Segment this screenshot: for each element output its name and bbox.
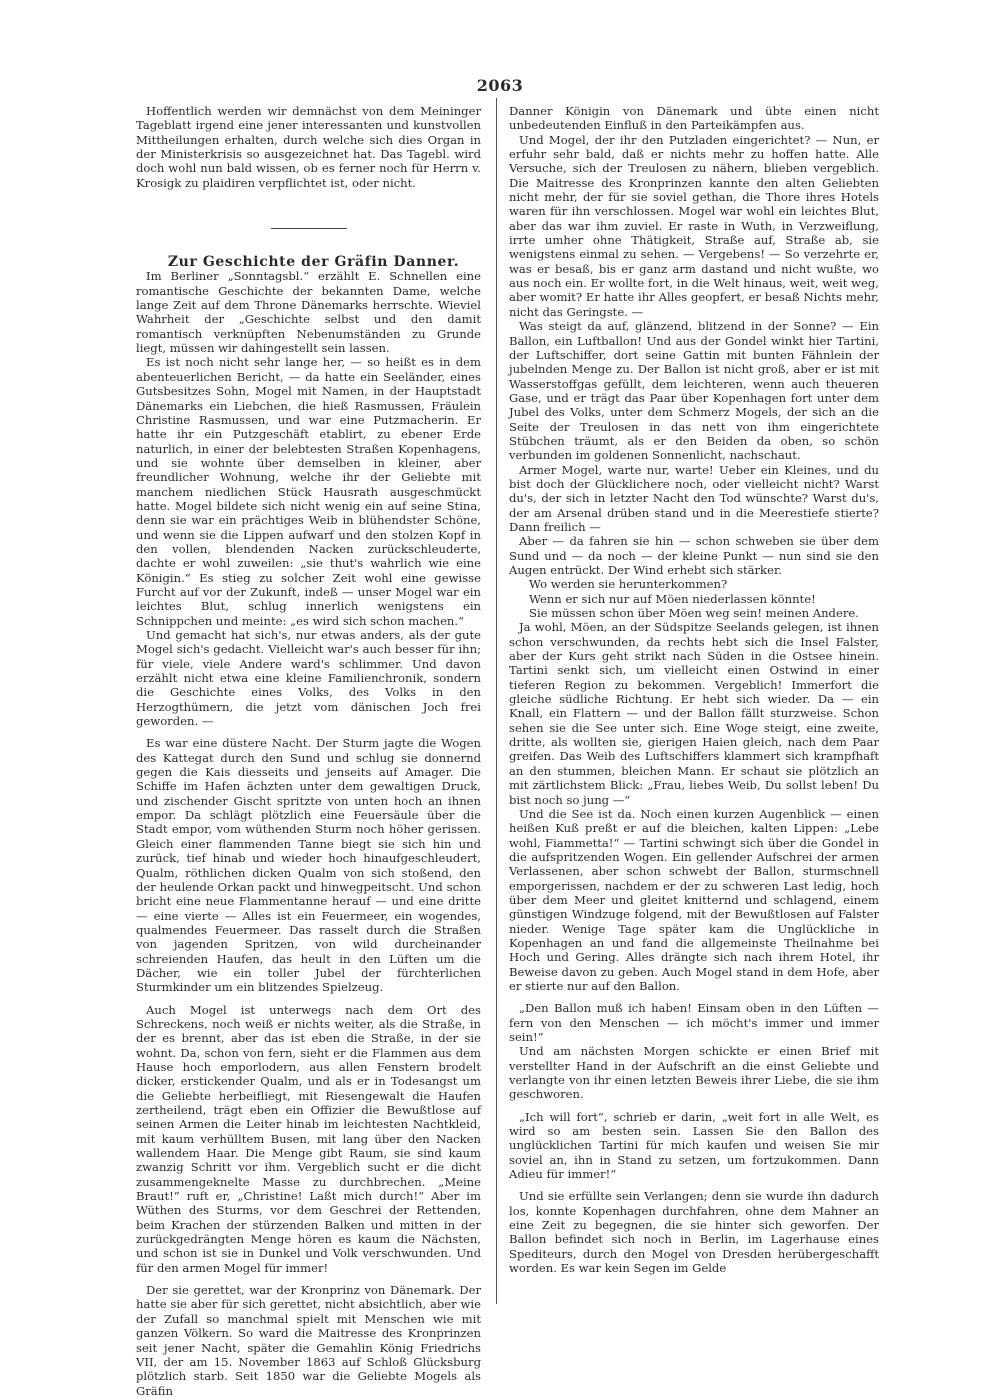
article-paragraph: Was steigt da auf, glänzend, blitzend in der Sonne? — Ein Ballon, ein Luftballon! Und aus der Gondel winkt hier Tartini, der Luftschiffer, dort seine Gattin mit bunten Fähnlein der jubelnden Menge zu. Der Ballon ist nicht groß, aber er ist mit Wasserstoffgas gefüllt, dem leichteren, wenn auch theueren Gase, und er trägt das Paar über Kopenhagen fort unter dem Jubel des Volks, unter dem Schmerz Mogels, der sich an die Seite der Treulosen in das nett von ihm eingerichtete Stübchen träumt, als er den Beiden da oben, so schön verbunden im goldenen Sonnenlicht, nachschaut. xyxy=(509,319,879,463)
article-paragraph: Danner Königin von Dänemark und übte einen nicht unbedeutenden Einfluß in den Parteikämpfen aus. xyxy=(509,104,879,133)
article-paragraph: Und am nächsten Morgen schickte er einen Brief mit verstellter Hand in der Aufschrift an die einst Geliebte und verlangte von ihr einen letzten Beweis ihrer Liebe, die sie ihm geschworen. xyxy=(509,1044,879,1102)
dialogue-line: Wo werden sie herunterkommen? xyxy=(529,577,728,592)
dialogue-line: Sie müssen schon über Möen weg sein! meinen Andere. xyxy=(529,606,859,621)
page-number: 2063 xyxy=(476,76,524,95)
article-paragraph: Auch Mogel ist unterwegs nach dem Ort des Schreckens, noch weiß er nichts weiter, als die Straße, in der es brennt, aber das ist eben die Straße, in der sie wohnt. Da, schon von fern, sieht er die Flammen aus dem Hause hoch emporlodern, aus allen Fenstern brodelt dicker, erstickender Qualm, und als er in Todesangst um die Geliebte herbeifliegt, mit Riesengewalt die Haufen zertheilend, trägt eben ein Offizier die Bewußtlose auf seinen Armen die Leiter hinab im leichtesten Nachtkleid, mit kaum verhülltem Busen, mit lang über den Nacken wallendem Haar. Die Menge gibt Raum, sie sind kaum zwanzig Schritt vor ihm. Vergeblich sucht er die dicht zusammengeknelte Masse zu durchbrechen. „Meine Braut!“ ruft er, „Christine! Laßt mich durch!“ Aber im Wüthen des Sturms, vor dem Geschrei der Rettenden, beim Krachen der stürzenden Balken und mitten in der zurückgedrängten Menge hören es kaum die Nächsten, und schon ist sie in Dunkel und Volk verschwunden. Und für den armen Mogel für immer! xyxy=(136,1002,481,1275)
article-paragraph: „Den Ballon muß ich haben! Einsam oben in den Lüften — fern von den Menschen — ich möcht's immer und immer sein!“ xyxy=(509,1001,879,1044)
intro-paragraph: Hoffentlich werden wir demnächst von dem Meininger Tageblatt irgend eine jener interessanten und kunstvollen Mittheilungen erhalten, durch welche sich dies Organ in der Ministerkrisis so ausgezeichnet hat. Das Tagebl. wird doch wohl nun bald wissen, ob es ferner noch für Herrn v. Krosigk zu plaidiren verpflichtet ist, oder nicht. xyxy=(136,104,481,190)
article-paragraph: Ja wohl, Möen, an der Südspitze Seelands gelegen, ist ihnen schon verschwunden, da rechts hebt sich die Insel Falster, aber der Kurs geht strikt nach Süden in die Ostsee hinein. Tartini senkt sich, um vielleicht einen Ostwind in einer tieferen Region zu bekommen. Vergeblich! Immerfort die gleiche südliche Richtung. Er hebt sich wieder. Da — ein Knall, ein Flattern — und der Ballon fällt sturzweise. Schon sehen sie die See unter sich. Eine Woge steigt, eine zweite, dritte, als wollten sie, gierigen Haien gleich, nach dem Paar greifen. Das Weib des Luftschiffers klammert sich krampfhaft an den stummen, bleichen Mann. Er schaut sie plötzlich an mit zärtlichstem Blick: „Frau, liebes Weib, Du sollst leben! Du bist noch so jung —“ xyxy=(509,620,879,807)
article-paragraph: „Ich will fort“, schrieb er darin, „weit fort in alle Welt, es wird so am besten sein. Lassen Sie den Ballon des unglücklichen Tartini für mich kaufen und weisen Sie mir soviel an, ihn in Stand zu setzen, um fortzukommen. Dann Adieu für immer!“ xyxy=(509,1109,879,1182)
article-paragraph: Es war eine düstere Nacht. Der Sturm jagte die Wogen des Kattegat durch den Sund und schlug sie donnernd gegen die Kais diesseits und jenseits auf Amager. Die Schiffe im Hafen ächzten unter dem gewaltigen Druck, und zischender Gischt spritzte von unten hoch an ihnen empor. Da schlägt plötzlich eine Feuersäule über die Stadt empor, vom wüthenden Sturm noch höher gerissen. Gleich einer flammenden Tanne biegt sie sich hin und zurück, tief hinab und wieder hoch hinaufgeschleudert, Qualm, röthlichen dicken Qualm von sich stoßend, den der heulende Orkan packt und hinwegpeitscht. Und schon bricht eine neue Flammentanne herauf — und eine dritte — eine vierte — Alles ist ein Feuermeer, ein wogendes, qualmendes Feuermeer. Das rasselt durch die Straßen von jagenden Spritzen, von wild durcheinander schreienden Haufen, das heult in den Lüften um die Dächer, wie ein toller Jubel der fürchterlichen Sturmkinder um ein blitzendes Spielzeug. xyxy=(136,736,481,995)
article-paragraph: Und Mogel, der ihr den Putzladen eingerichtet? — Nun, er erfuhr sehr bald, daß er nichts mehr zu hoffen hatte. Alle Versuche, sich der Treulosen zu nähern, blieben vergeblich. Die Maitresse des Kronprinzen kannte den alten Geliebten nicht mehr, der für sie soviel gethan, die Thore ihres Hotels waren für ihn verschlossen. Mogel war wohl ein leichtes Blut, aber das war ihm zuviel. Er raste in Wuth, in Verzweiflung, irrte umher ohne Thätigkeit, Straße auf, Straße ab, sie wenigstens einmal zu sehen. — Vergebens! — So verzehrte er, was er besaß, bis er ganz arm dastand und nicht wußte, wo aus noch ein. Er wollte fort, in die Welt hinaus, weit, weit weg, aber womit? Er hatte ihr Alles geopfert, er besaß Nichts mehr, nicht das Geringste. — xyxy=(509,132,879,319)
right-column xyxy=(509,104,879,1276)
article-paragraph: Armer Mogel, warte nur, warte! Ueber ein Kleines, und du bist doch der Glücklichere noch, oder vielleicht nicht? Warst du's, der sich in letzter Nacht den Tod wünschte? Warst du's, der am Arsenal drüben stand und in die Meerestiefe stierte? Dann freilich — xyxy=(509,462,879,534)
article-paragraph: Und sie erfüllte sein Verlangen; denn sie wurde ihn dadurch los, konnte Kopenhagen durchfahren, ohne dem Mahner an eine Zeit zu begegnen, die sie hinter sich geworfen. Der Ballon befindet sich noch in Berlin, im Lagerhause eines Spediteurs, durch den Mogel von Dresden herübergeschafft worden. Es war kein Segen im Gelde xyxy=(509,1189,879,1276)
article-paragraph: Aber — da fahren sie hin — schon schweben sie über dem Sund und — da noch — der kleine Punkt — nun sind sie den Augen entrückt. Der Wind erhebt sich stärker. xyxy=(509,534,879,577)
article-paragraph: Und gemacht hat sich's, nur etwas anders, als der gute Mogel sich's gedacht. Vielleicht war's auch besser für ihn; für viele, viele Andere ward's schlimmer. Und davon erzählt nicht etwa eine kleine Familienchronik, sondern die Geschichte eines Volks, des Volks in den Herzogthümern, die jetzt vom dänischen Joch frei geworden. — xyxy=(136,628,481,729)
column-divider xyxy=(496,98,497,1304)
article-heading: Zur Geschichte der Gräfin Danner. xyxy=(167,254,460,271)
article-paragraph: Und die See ist da. Noch einen kurzen Augenblick — einen heißen Kuß preßt er auf die bleichen, kalten Lippen: „Lebe wohl, Fiammetta!“ — Tartini schwingt sich über die Gondel in die aufspritzenden Wogen. Ein gellender Aufschrei der armen Verlassenen, aber schon schwebt der Ballon, sturmschnell emporgerissen, nachdem er der zu schweren Last ledig, hoch über dem Meer und gleitet knitternd und schlagend, einem günstigen Windzuge folgend, mit der Bewußtlosen auf Falster nieder. Wenige Tage später kam die Unglückliche in Kopenhagen an und fand die allgemeinste Theilnahme bei Hoch und Gering. Alles drängte sich nach ihrem Hotel, ihr Beweise davon zu geben. Auch Mogel stand in dem Hofe, aber er stierte nur auf den Ballon. xyxy=(509,806,879,993)
left-column xyxy=(136,104,481,1398)
article-paragraph: Der sie gerettet, war der Kronprinz von Dänemark. Der hatte sie aber für sich gerettet, nicht absichtlich, aber wie der Zufall so manchmal spielt mit Menschen wie mit ganzen Völkern. So ward die Maitresse des Kronprinzen seit jener Nacht, später die Gemahlin König Friedrichs VII, der am 15. November 1863 auf Schloß Glücksburg plötzlich starb. Seit 1850 war die Geliebte Mogels als Gräfin xyxy=(136,1283,481,1398)
article-paragraph: Es ist noch nicht sehr lange her, — so heißt es in dem abenteuerlichen Bericht, — da hatte ein Seeländer, eines Gutsbesitzes Sohn, Mogel mit Namen, in der Hauptstadt Dänemarks ein Liebchen, die hieß Rasmussen, Fräulein Christine Rasmussen, und war eine Putzmacherin. Er hatte ihr ein Putzgeschäft etablirt, zu ebener Erde naturlich, in einer der belebtesten Straßen Kopenhagens, und sie wohnte über demselben in kleiner, aber freundlicher Wohnung, welche ihr der Geliebte mit manchem niedlichen Stück Hausrath ausgeschmückt hatte. Mogel bildete sich nicht wenig ein auf seine Stina, denn sie war ein prächtiges Weib in blühendster Schöne, und wenn sie die Lippen aufwarf und den stolzen Kopf in den vollen, blendenden Nacken zurückschleuderte, dachte er wohl zuweilen: „sie thut's wahrlich wie eine Königin.“ Es stieg zu solcher Zeit wohl eine gewisse Furcht auf vor der Zukunft, indeß — unser Mogel war ein leichtes Blut, schlug innerlich wenigstens ein Schnippchen und meinte: „es wird sich schon machen.“ xyxy=(136,355,481,628)
article-paragraph: Im Berliner „Sonntagsbl.“ erzählt E. Schnellen eine romantische Geschichte der bekannten Dame, welche lange Zeit auf dem Throne Dänemarks herrschte. Wieviel Wahrheit der „Geschichte selbst und den damit romantisch verknüpften Nebenumständen zu Grunde liegt, müssen wir dahingestellt sein lassen. xyxy=(136,269,481,356)
dialogue-line: Wenn er sich nur auf Möen niederlassen könnte! xyxy=(529,591,816,606)
section-divider xyxy=(271,228,347,229)
